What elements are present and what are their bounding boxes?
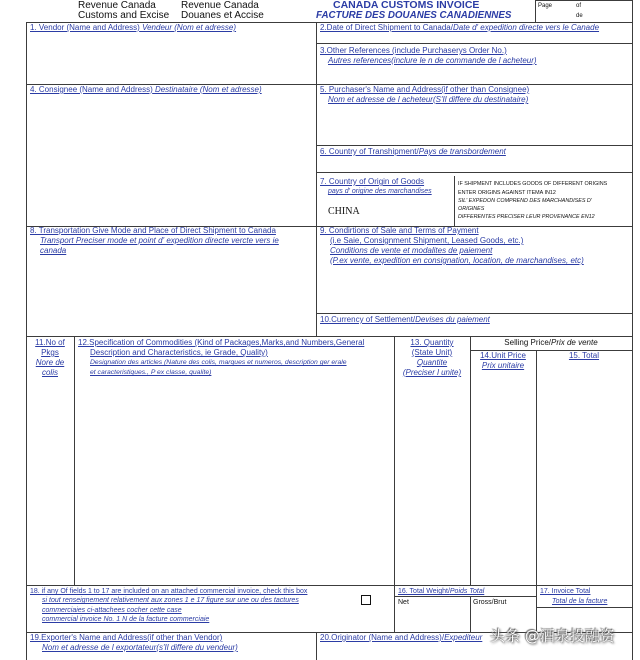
divider-net-gross <box>470 596 471 632</box>
conditions-label-fr: Conditions de vente et modalites de paiement <box>330 246 493 255</box>
purchaser-label-fr: Nom et adresse de l acheteur(S'Il differe du destinataire) <box>328 95 529 104</box>
line-total-header: 15. Total <box>568 351 600 360</box>
specification-header-line1: 12.Specification of Commodities (Kind of Packages,Marks,and Numbers,General <box>78 338 365 347</box>
divider-invoice-total-header <box>536 607 633 608</box>
origin-label: 7. Country of Origin of Goods <box>320 177 425 186</box>
transportation-label: 8. Transportation Give Mode and Place of Direct Shipment to Canada <box>30 226 276 235</box>
divider-center-lower <box>316 632 317 660</box>
transhipment-label: 6. Country of Transhipment/ <box>320 147 419 156</box>
divider-row3-table <box>26 336 633 337</box>
origin-note-fr-line3: DIFFERENTES PRECISER LEUR PROVENANCE EN12 <box>458 214 595 220</box>
origin-note-en-line2: ENTER ORIGINS AGAINST ITEMA IN12 <box>458 190 556 196</box>
shipment-date-label: 2.Date of Direct Shipment to Canada/ <box>320 23 453 32</box>
currency-label: 10.Currency of Settlement/ <box>320 315 416 324</box>
vendor-field-label <box>30 23 236 33</box>
quantity-header-fr-line1: Quantite <box>416 358 448 367</box>
attached-invoice-label-fr-line1: si tout renseignement relativement aux zones 1 e 17 figure sur une ou des tactures <box>42 597 299 604</box>
conditions-label: 9. Condirtions of Sale and Terms of Payment <box>320 226 479 235</box>
quantity-header-line2: (State Unit) <box>411 348 453 357</box>
divider-col14-col15 <box>536 350 537 632</box>
attached-invoice-checkbox[interactable] <box>361 595 371 605</box>
page-of-label: of <box>576 3 582 9</box>
packages-header-fr-line1: Nore de <box>35 358 65 367</box>
net-weight-label: Net <box>398 599 409 606</box>
other-references-label: 3.Other References (include Purchaserys Order No.) <box>320 46 507 55</box>
dept-en-line1: Revenue Canada <box>78 0 156 11</box>
attached-invoice-label: 18. if any Of fields 1 to 17 are included on an attached commercial invoice, check this box <box>30 588 308 595</box>
originator-label: 20.Originator (Name and Address)/ <box>320 633 445 642</box>
divider-table-totals <box>26 585 633 586</box>
consignee-label: 4. Consignee (Name and Address) <box>30 85 153 94</box>
dept-fr-line1: Revenue Canada <box>181 0 259 11</box>
specification-header-fr-line2: et caracteristiques., P ex classe, qualite) <box>90 369 212 376</box>
selling-price-label-fr: Prix de vente <box>550 338 598 347</box>
packages-header-line2: Pkgs <box>41 348 59 357</box>
transportation-label-fr-line1: Transport Preciser mode et point d' expedition directe vercte vers ie <box>40 236 279 245</box>
divider-box2-box3 <box>316 43 633 44</box>
dept-fr-line2: Douanes et Accise <box>181 10 264 21</box>
divider-center-upper <box>316 22 317 336</box>
total-weight-label: 16. Total Weight/ <box>398 588 450 595</box>
conditions-label-fr-sub: (P.ex vente, expedition en consignation, location, de marchandises, etc) <box>330 256 584 265</box>
shipment-date-label-fr: Date d' expedition directe vers le Canade <box>452 23 600 32</box>
shipment-date-field-label <box>320 23 599 33</box>
originator-label-fr: Expediteur <box>444 633 483 642</box>
form-right-border <box>632 22 633 660</box>
specification-header-fr-line1: Designation des articles (Nature des colis, marques et numeros, description ger erale <box>90 359 347 366</box>
specification-header-line2: Description and Characteristics, ie Grade, Quality) <box>90 348 268 357</box>
invoice-total-label: 17. Invoice Total <box>540 588 591 595</box>
page-label: Page <box>538 3 553 9</box>
origin-value: CHINA <box>328 206 360 217</box>
total-weight-field-label <box>398 587 484 597</box>
total-weight-label-fr: Poids Total <box>449 588 485 595</box>
attached-invoice-label-fr-line2: commerciaies ci-attachees cocher cette case <box>42 607 182 614</box>
divider-box5-box6 <box>316 145 633 146</box>
divider-col11-col12 <box>74 336 75 585</box>
quantity-header-line1: 13. Quantity <box>410 338 454 347</box>
origin-label-fr: pays d' origine des marchandises <box>328 188 432 195</box>
currency-field-label <box>320 315 490 325</box>
selling-price-label: Selling Price/ <box>504 338 551 347</box>
consignee-label-fr: Destinataire (Nom et adresse) <box>152 85 262 94</box>
divider-origin-note <box>454 176 455 226</box>
quantity-header-fr-line2: (Preciser l unite) <box>402 368 462 377</box>
originator-field-label <box>320 633 482 643</box>
dept-en-line2: Customs and Excise <box>78 10 170 21</box>
transportation-label-fr-line2: canada <box>40 246 67 255</box>
origin-note-fr-line1: SIL' EXPEDON COMPREND DES MARCHANDISES D' <box>458 198 592 204</box>
selling-price-header <box>470 338 632 348</box>
consignee-field-label <box>30 85 262 95</box>
form-title-en: CANADA CUSTOMS INVOICE <box>333 0 480 11</box>
unit-price-header: 14.Unit Price <box>480 351 526 360</box>
other-references-label-fr: Autres references(inclure le n de commande de l acheteur) <box>328 56 537 65</box>
divider-box9-box10 <box>316 313 633 314</box>
invoice-total-label-fr: Total de la facture <box>552 598 608 605</box>
page-de-label: de <box>576 13 583 19</box>
form-title-fr: FACTURE DES DOUANES CANADIENNES <box>316 10 512 21</box>
packages-header-fr-line2: colis <box>41 368 58 377</box>
attached-invoice-label-fr-line3: commercial invoice No. 1 N de la facture commerciaie <box>42 616 210 623</box>
origin-note-en-line1: IF SHIPMENT INCLUDES GOODS OF DIFFERENT ORIGINS <box>458 181 608 187</box>
currency-label-fr: Devises du paiement <box>415 315 490 324</box>
gross-weight-label: Gross/Brut <box>473 599 507 606</box>
vendor-label-fr: Vendeur (Nom et adresse) <box>139 23 237 32</box>
conditions-label-sub: (i.e Saie, Consignment Shipment, Leased Goods, etc.) <box>330 236 524 245</box>
divider-box6-box7 <box>316 172 633 173</box>
divider-col12-col13 <box>394 336 395 632</box>
exporter-label: 19.Exporter's Name and Address(if other than Vendor) <box>30 633 223 642</box>
watermark-text: 头条 @酒泉投融资 <box>490 627 615 645</box>
transhipment-label-fr: Pays de transbordement <box>418 147 506 156</box>
divider-col13-col14 <box>470 336 471 585</box>
origin-note-fr-line2: ORIGINES <box>458 206 485 212</box>
unit-price-header-fr: Prix unitaire <box>481 361 525 370</box>
transhipment-field-label <box>320 147 506 157</box>
vendor-label: 1. Vendor (Name and Address) <box>30 23 140 32</box>
exporter-label-fr: Nom et adresse de l exportateur(s'Il differe du vendeur) <box>42 643 238 652</box>
packages-header-line1: 11.No of <box>35 338 65 347</box>
purchaser-label: 5. Purchaser's Name and Address(if other than Consignee) <box>320 85 530 94</box>
